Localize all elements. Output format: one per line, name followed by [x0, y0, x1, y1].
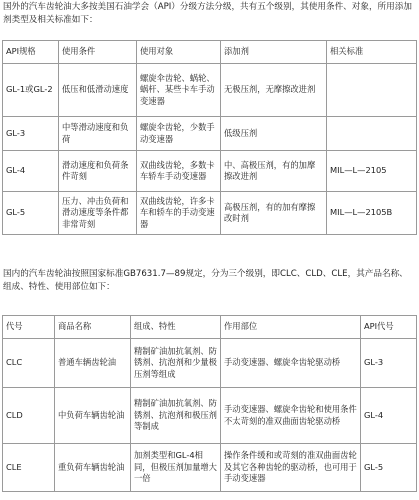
header-cell: API代号	[361, 316, 417, 339]
intro-paragraph-1: 国外的汽车齿轮油大多按美国石油学会（API）分级方法分级，共有五个级别，其使用条件、对象，所用添加剂类型及相关标准如下：	[3, 2, 412, 25]
table-cell: 螺旋伞齿轮、蜗轮、蜗杆、某些卡车手动变速器	[137, 64, 221, 117]
table-cell: 中等滑动速度和负荷	[59, 117, 137, 151]
table-cell: 螺旋伞齿轮，少数手动变速器	[137, 117, 221, 151]
table-cell: CLD	[3, 388, 55, 444]
table-cell: MIL—L—2105	[327, 151, 417, 192]
table-cell: CLC	[3, 339, 55, 388]
table-row	[3, 339, 417, 388]
table-cell: 低压和低滑动速度	[59, 64, 137, 117]
table-cell: GL-5	[361, 444, 417, 492]
header-cell: API规格	[3, 41, 59, 64]
table-cell: 双曲线齿轮，许多卡车和轿车的手动变速器	[137, 192, 221, 235]
table-cell	[327, 64, 417, 117]
table-cell: GL-4	[361, 388, 417, 444]
table-row	[3, 64, 417, 117]
table-row	[3, 151, 417, 192]
table-cell: 中负荷车辆齿轮油	[55, 388, 131, 444]
header-cell: 组成、特性	[131, 316, 221, 339]
header-cell: 作用部位	[221, 316, 361, 339]
table-cell: 精制矿油加抗氧剂、防锈剂、抗泡剂和极压剂等制成	[131, 388, 221, 444]
table-row	[3, 388, 417, 444]
table-row	[3, 192, 417, 235]
table-cell: 重负荷车辆齿轮油	[55, 444, 131, 492]
table-cell: 压力、冲击负荷和滑动速度等条件都非常苛刻	[59, 192, 137, 235]
intro-paragraph-2: 国内的汽车齿轮油按照国家标准GB7631.7—89规定，分为三个级别，即CLC、CLD、CLE，其产品名称、组成、特性、使用部位如下：	[3, 269, 408, 292]
table-cell: 手动变速器、螺旋伞齿轮驱动桥	[221, 339, 361, 388]
table-header-row	[3, 41, 417, 64]
table-cell: GL-5	[3, 192, 59, 235]
table-cell: GL-3	[361, 339, 417, 388]
header-cell: 使用对象	[137, 41, 221, 64]
table-cell: MIL—L—2105B	[327, 192, 417, 235]
table-cell: 滑动速度和负荷条件苛刻	[59, 151, 137, 192]
header-cell: 相关标准	[327, 41, 417, 64]
table-cell: 精制矿油加抗氧剂、防锈剂、抗泡剂和少量极压剂等组成	[131, 339, 221, 388]
header-cell: 使用条件	[59, 41, 137, 64]
header-cell: 添加剂	[221, 41, 327, 64]
table-cell: 手动变速器、螺旋伞齿轮和使用条件不太苛刻的准双曲面齿轮驱动桥	[221, 388, 361, 444]
table-header-row	[3, 316, 417, 339]
api-grade-table	[2, 40, 417, 235]
table-row	[3, 117, 417, 151]
table-cell: 高极压剂，有的加有摩擦改时剂	[221, 192, 327, 235]
table-cell: GL-1或GL-2	[3, 64, 59, 117]
table-cell: 普通车辆齿轮油	[55, 339, 131, 388]
table-row	[3, 444, 417, 492]
table-cell: 加剂类型和GL-4相同，但极压剂加量增大一倍	[131, 444, 221, 492]
table-cell: 双曲线齿轮，多数卡车轿车手动变速器	[137, 151, 221, 192]
gb-grade-table	[2, 315, 417, 492]
table-cell: GL-3	[3, 117, 59, 151]
table-cell: CLE	[3, 444, 55, 492]
table-cell: 操作条件缓和或苛刻的准双曲面齿轮及其它各种齿轮的驱动桥，也可用于手动变速器	[221, 444, 361, 492]
header-cell: 代号	[3, 316, 55, 339]
table-cell: GL-4	[3, 151, 59, 192]
table-cell: 中、高极压剂，有的加摩擦改进剂	[221, 151, 327, 192]
header-cell: 商品名称	[55, 316, 131, 339]
table-cell: 低级压剂	[221, 117, 327, 151]
table-cell: 无极压剂，无摩擦改进剂	[221, 64, 327, 117]
table-cell	[327, 117, 417, 151]
